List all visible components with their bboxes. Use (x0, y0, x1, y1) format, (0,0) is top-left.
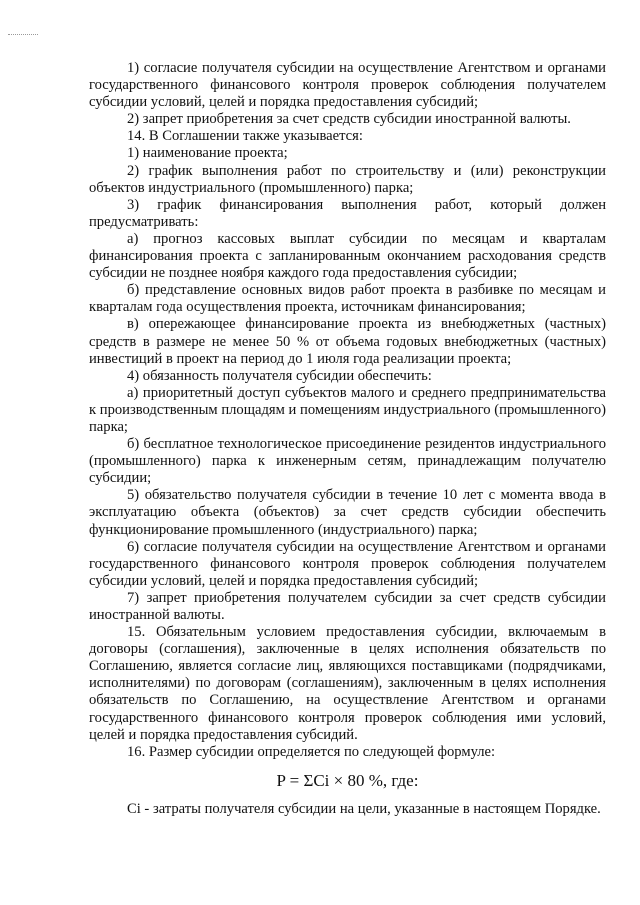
paragraph: а) приоритетный доступ субъектов малого и среднего предпринимательства к производственным площадям и помещениям индустриального (промышленного) парка; (89, 384, 606, 435)
document-body (89, 60, 606, 818)
formula-definition: Ci - затраты получателя субсидии на цели, указанные в настоящем Порядке. (127, 800, 601, 817)
paragraph: 6) согласие получателя субсидии на осуществление Агентством и органами государственного финансового контроля проверок соблюдения получателем субсидии условий, целей и порядка предоставления субсидий; (89, 538, 606, 589)
section-heading-14: 14. В Соглашении также указывается: (127, 128, 363, 145)
paragraph: 2) запрет приобретения за счет средств субсидии иностранной валюты. (127, 111, 571, 128)
paragraph: 7) запрет приобретения получателем субсидии за счет средств субсидии иностранной валюты. (89, 589, 606, 623)
paragraph: 1) наименование проекта; (127, 145, 288, 162)
paragraph: 5) обязательство получателя субсидии в течение 10 лет с момента ввода в эксплуатацию объекта (объектов) за счет средств субсидии обеспечить функционирование промышленного (индустриального) парка; (89, 487, 606, 538)
paragraph: 3) график финансирования выполнения работ, который должен предусматривать: (89, 196, 606, 230)
paragraph: 1) согласие получателя субсидии на осуществление Агентством и органами государственного финансового контроля проверок соблюдения получателем субсидии условий, целей и порядка предоставления субсидий; (89, 60, 606, 111)
paragraph: 4) обязанность получателя субсидии обеспечить: (127, 367, 432, 384)
section-15: 15. Обязательным условием предоставления субсидии, включаемым в договоры (соглашения), заключенные в целях исполнения обязательств по Соглашению, является согласие лиц, являющихся поставщиками (подрядчиками, исполнителями) по договорам (соглашениям), заключенным в целях исполнения обязательств по Соглашению, на осуществление Агентством и органами государственного финансового контроля проверок соблюдения ими условий, целей и порядка предоставления субсидий. (89, 624, 606, 743)
paragraph: 2) график выполнения работ по строительству и (или) реконструкции объектов индустриального (промышленного) парка; (89, 162, 606, 196)
section-16: 16. Размер субсидии определяется по следующей формуле: (127, 743, 496, 760)
paragraph: а) прогноз кассовых выплат субсидии по месяцам и кварталам финансирования проекта с запланированным окончанием расходования средств субсидии не позднее ноября каждого года предоставления субсидии; (89, 230, 606, 282)
paragraph: б) представление основных видов работ проекта в разбивке по месяцам и кварталам года осуществления проекта, источникам финансирования; (89, 282, 606, 316)
formula: P = ΣCi × 80 %, где: (276, 770, 419, 790)
paragraph: в) опережающее финансирование проекта из внебюджетных (частных) средств в размере не менее 50 % от объема годовых внебюджетных (частных) инвестиций в проект на период до 1 июля года реализации проекта; (89, 316, 606, 367)
scan-mark (8, 34, 38, 37)
paragraph: б) бесплатное технологическое присоединение резидентов индустриального (промышленного) парка к инженерным сетям, принадлежащим получателю субсидии; (89, 436, 606, 487)
